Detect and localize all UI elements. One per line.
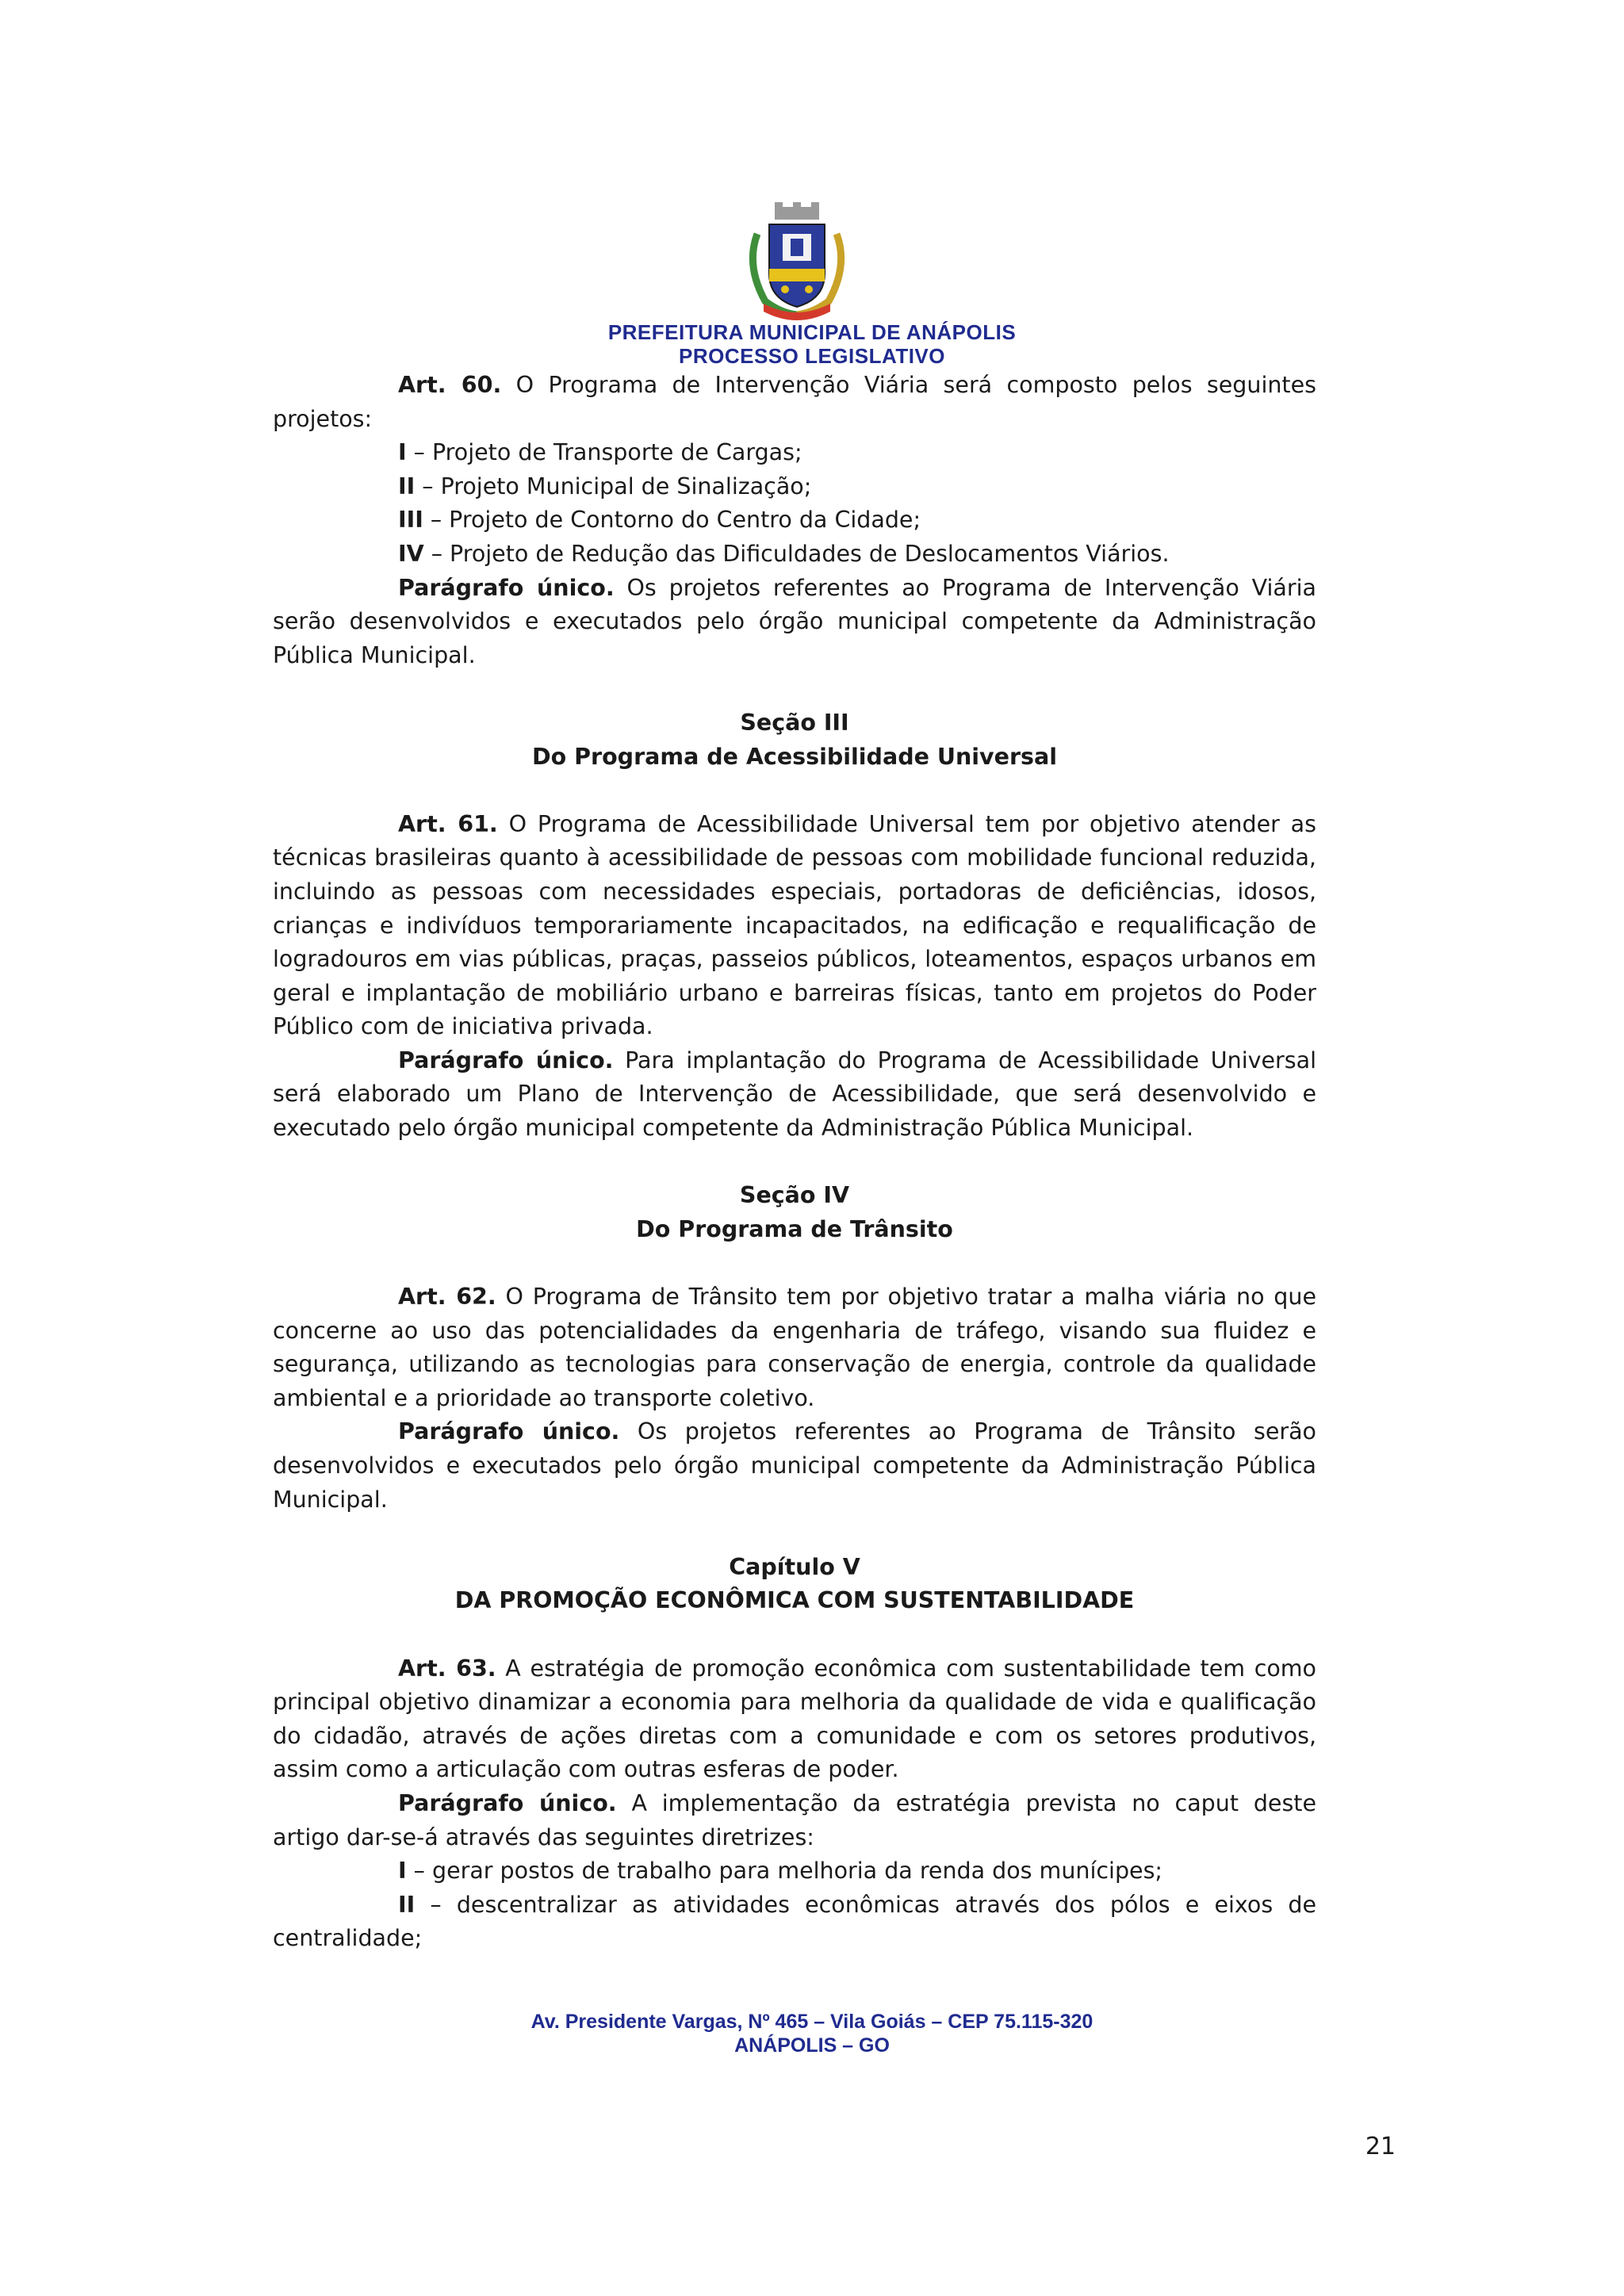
section-4-subtitle: Do Programa de Trânsito (636, 1215, 953, 1242)
art-62-text: O Programa de Trânsito tem por objetivo tratar a malha viária no que concerne ao uso das potencialidades da engenharia de tráfego, visando sua fluidez e segurança, utilizando as tecnologias para conservação de energia, controle da qualidade ambiental e a prioridade ao transporte coletivo. (273, 1284, 1316, 1411)
art-60-text: O Programa de Intervenção Viária será composto pelos seguintes projetos: (273, 372, 1316, 432)
art-60-label: Art. 60. (398, 372, 502, 398)
footer-city: ANÁPOLIS – GO (734, 2034, 890, 2057)
section-4-title: Seção IV (739, 1182, 850, 1209)
item-text: – Projeto de Redução das Dificuldades de Deslocamentos Viários. (423, 540, 1170, 567)
art-61-sole-paragraph (273, 1044, 1316, 1146)
art-63-paragraph (273, 1652, 1316, 1787)
item-number: II (398, 1891, 416, 1918)
art-61-text: O Programa de Acessibilidade Universal tem por objetivo atender as técnicas brasileiras quanto à acessibilidade de pessoas com mobilidade funcional reduzida, incluindo as pessoas com necessidades especiais, portadoras de deficiências, idosos, crianças e indivíduos temporariamente incapacitados, na edificação e requalificação de logradouros em vias públicas, praças, passeios públicos, loteamentos, espaços urbanos em geral e implantação de mobiliário urbano e barreiras físicas, tanto em projetos do Poder Público com de iniciativa privada. (273, 810, 1316, 1040)
art-60-item (273, 436, 1316, 470)
item-text: – descentralizar as atividades econômicas através dos pólos e eixos de centralidade; (273, 1891, 1316, 1952)
art-63-label: Art. 63. (398, 1655, 496, 1682)
item-text: – Projeto Municipal de Sinalização; (415, 473, 812, 499)
item-number: II (398, 473, 416, 499)
art-60-item (273, 503, 1316, 538)
art-60-item (273, 538, 1316, 572)
sole-paragraph-label: Parágrafo único. (398, 1047, 614, 1073)
sole-paragraph-label: Parágrafo único. (398, 574, 615, 601)
item-text: – Projeto de Transporte de Cargas; (406, 439, 802, 466)
chapter-5-subtitle: DA PROMOÇÃO ECONÔMICA COM SUSTENTABILIDADE (454, 1587, 1135, 1614)
sole-paragraph-label: Parágrafo único. (398, 1418, 620, 1445)
art-60-sole-paragraph (273, 572, 1316, 673)
sole-paragraph-text: Os projetos referentes ao Programa de Intervenção Viária serão desenvolvidos e executados pelo órgão municipal competente da Administração Pública Municipal. (273, 574, 1316, 668)
art-61-label: Art. 61. (398, 810, 498, 837)
document-body (273, 369, 1316, 1956)
art-62-paragraph (273, 1280, 1316, 1415)
header-institution-name: PREFEITURA MUNICIPAL DE ANÁPOLIS (607, 320, 1017, 344)
footer-address: Av. Presidente Vargas, Nº 465 – Vila Goiás – CEP 75.115-320 (530, 2011, 1094, 2033)
sole-paragraph-text: A implementação da estratégia prevista no caput deste artigo dar-se-á através das seguintes diretrizes: (273, 1789, 1317, 1850)
sole-paragraph-label: Parágrafo único. (398, 1789, 617, 1816)
section-3-subtitle: Do Programa de Acessibilidade Universal (532, 743, 1057, 770)
art-60-item (273, 470, 1316, 504)
art-63-sole-paragraph (273, 1787, 1316, 1854)
section-3-title: Seção III (740, 709, 849, 736)
art-60-paragraph (273, 369, 1316, 436)
art-63-item (273, 1854, 1316, 1888)
header-process-label: PROCESSO LEGISLATIVO (678, 344, 945, 368)
item-number: III (398, 507, 423, 534)
item-number: I (398, 1858, 407, 1885)
chapter-5-title: Capítulo V (729, 1553, 860, 1580)
item-text: – Projeto de Contorno do Centro da Cidade; (423, 507, 921, 534)
item-text: – gerar postos de trabalho para melhoria da renda dos munícipes; (406, 1858, 1163, 1885)
item-number: I (398, 439, 407, 466)
page-number: 21 (1365, 2133, 1396, 2160)
sole-paragraph-text: Para implantação do Programa de Acessibilidade Universal será elaborado um Plano de Intervenção de Acessibilidade, que será desenvolvido e executado pelo órgão municipal competente da Administração Pública Municipal. (273, 1047, 1316, 1142)
art-61-paragraph (273, 808, 1316, 1044)
art-63-item (273, 1888, 1316, 1956)
municipal-coat-of-arms-icon (741, 202, 852, 321)
art-62-sole-paragraph (273, 1415, 1316, 1517)
art-62-label: Art. 62. (398, 1284, 496, 1311)
item-number: IV (398, 540, 424, 567)
sole-paragraph-text: Os projetos referentes ao Programa de Trânsito serão desenvolvidos e executados pelo órgão municipal competente da Administração Pública Municipal. (273, 1418, 1316, 1513)
art-63-text: A estratégia de promoção econômica com sustentabilidade tem como principal objetivo dinamizar a economia para melhoria da qualidade de vida e qualificação do cidadão, através de ações diretas com a comunidade e com os setores produtivos, assim como a articulação com outras esferas de poder. (273, 1655, 1316, 1783)
